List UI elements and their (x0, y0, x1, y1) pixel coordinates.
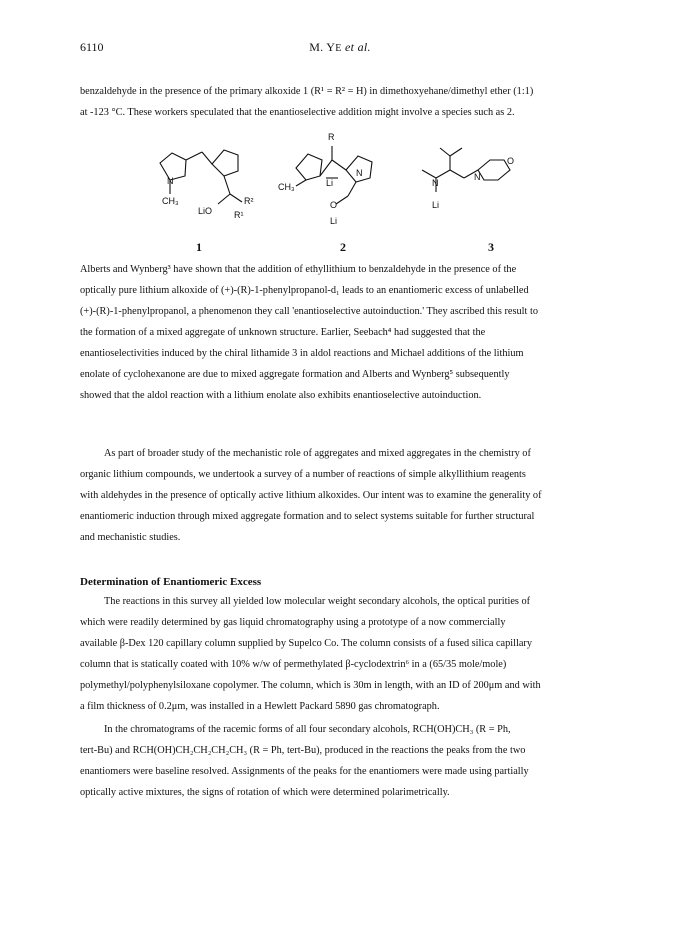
text-line: a film thickness of 0.2μm, was installed in a Hewlett Packard 5890 gas chromatograph. (80, 701, 440, 712)
atom-label: Li (432, 200, 440, 210)
text-line: with aldehydes in the presence of optically active lithium alkoxides. Our intent was to examine the generality of (80, 490, 542, 501)
atom-label: N (167, 176, 174, 186)
text-line: optically pure lithium alkoxide of (+)-(R)-1-phenylpropanol-d₁ leads to an enantiomeric excess of unlabelled (80, 285, 529, 296)
text-line: benzaldehyde in the presence of the primary alkoxide 1 (R¹ = R² = H) in dimethoxyehane/dimethyl ether (1:1) (80, 86, 534, 97)
text-line: column that is statically coated with 10% w/w of permethylated β-cyclodextrin⁶ in a (65/35 mole/mole) (80, 659, 507, 670)
atom-label: R¹ (234, 210, 244, 220)
text-line: The reactions in this survey all yielded low molecular weight secondary alcohols, the optical purities of (104, 596, 531, 607)
atom-label: O (330, 200, 338, 210)
atom-label: N (356, 168, 363, 178)
compound-label-1: 1 (196, 240, 202, 254)
text-line: As part of broader study of the mechanistic role of aggregates and mixed aggregates in the chemistry of (104, 448, 531, 459)
text-line: optically active mixtures, the signs of rotation of which were determined polarimetrically. (80, 787, 450, 798)
atom-label: N (432, 178, 439, 188)
body-paragraph-3 (80, 591, 608, 717)
atom-label: R² (244, 196, 254, 206)
text-line: enolate of cyclohexanone are due to mixed aggregate formation and Alberts and Wynberg⁵ subsequently (80, 369, 510, 380)
text-line: enantioselectivities induced by the chiral lithamide 3 in aldol reactions and Michael additions of the lithium (80, 348, 524, 359)
atom-label: N (474, 172, 481, 182)
text-line: tert-Bu) and RCH(OH)CH₂CH₂CH₂CH₃ (R = Ph, tert-Bu), produced in the reactions the peaks from the two (80, 745, 526, 756)
running-head-authors-smallcaps: E (335, 43, 342, 54)
atom-label: O (507, 156, 515, 166)
body-paragraph-1 (80, 259, 608, 406)
body-paragraph-4 (80, 719, 608, 803)
text-line: enantiomers were baseline resolved. Assignments of the peaks for the enantiomers were made using partially (80, 766, 529, 777)
text-line: which were readily determined by gas liquid chromatography using a prototype of a now commercially (80, 617, 506, 628)
atom-label: R (328, 132, 335, 142)
atom-label: LiO (198, 206, 213, 216)
atom-label: Li (330, 216, 338, 226)
running-head-etal: et al. (345, 40, 371, 54)
text-line: In the chromatograms of the racemic forms of all four secondary alcohols, RCH(OH)CH₃ (R = Ph, (104, 724, 511, 735)
running-head (80, 40, 600, 55)
section-heading: Determination of Enantiomeric Excess (80, 576, 262, 588)
page-header (80, 40, 600, 56)
text-line: showed that the aldol reaction with a lithium enolate also exhibits enantioselective autoinduction. (80, 390, 482, 401)
intro-paragraph (80, 81, 608, 123)
running-head-authors: M. Y (309, 40, 336, 54)
text-line: enantiomeric induction through mixed aggregate formation and to select systems suitable for further structural (80, 511, 535, 522)
text-line: (+)-(R)-1-phenylpropanol, a phenomenon they call 'enantioselective autoinduction.' They ascribed this result to (80, 306, 538, 317)
text-line: available β-Dex 120 capillary column supplied by Supelco Co. The column consists of a fused silica capillary (80, 638, 532, 649)
atom-label: CH₃ (162, 196, 179, 206)
text-line: Alberts and Wynberg³ have shown that the addition of ethyllithium to benzaldehyde in the presence of the (80, 264, 517, 275)
compound-label-2: 2 (340, 240, 346, 254)
structure-drawings (150, 138, 550, 238)
text-line: polymethyl/polyphenylsiloxane copolymer. The column, which is 30m in length, with an ID of 200μm and with (80, 680, 541, 691)
atom-label: CH₃ (278, 182, 295, 192)
compound-label-3: 3 (488, 240, 494, 254)
page-number: 6110 (80, 40, 104, 54)
atom-label: Li (326, 178, 334, 188)
body-paragraph-2 (80, 443, 608, 548)
text-line: and mechanistic studies. (80, 532, 181, 543)
text-line: organic lithium compounds, we undertook a survey of a number of reactions of simple alkyllithium reagents (80, 469, 526, 480)
text-line: the formation of a mixed aggregate of unknown structure. Earlier, Seebach⁴ had suggested that the (80, 327, 486, 338)
text-line: at -123 °C. These workers speculated that the enantioselective addition might involve a species such as 2. (80, 107, 515, 118)
